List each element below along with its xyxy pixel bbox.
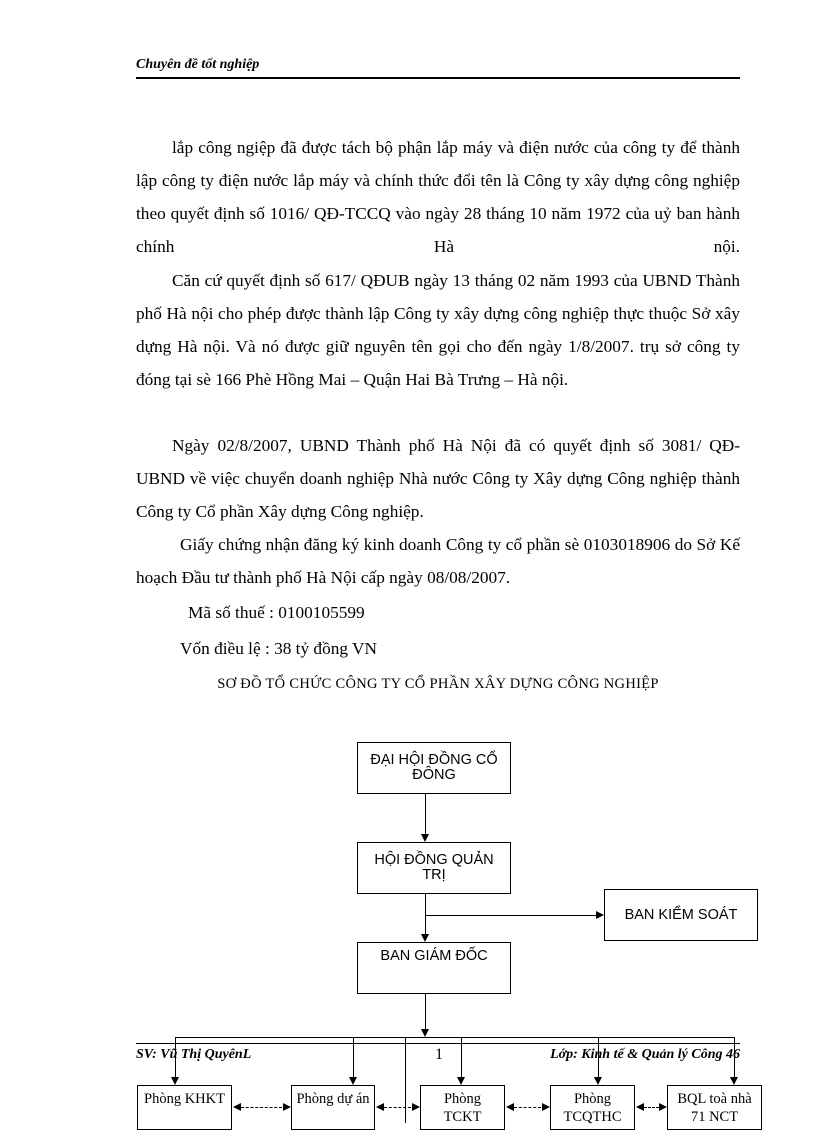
dept-box-tcqthc: Phòng TCQTHC	[550, 1085, 635, 1130]
arrow-down-icon	[730, 1077, 738, 1085]
dept-box-project: Phòng dự án	[291, 1085, 375, 1130]
connector-line	[405, 1037, 406, 1123]
paragraph-2: Căn cứ quyết định số 617/ QĐUB ngày 13 tháng 02 năm 1993 của UBND Thành phố Hà nội cho phép được thành lập Công ty xây dựng công nghiệp thực thuộc Sở xây dựng Hà nội. Và nó được giữ nguyên tên gọi cho đến ngày 1/8/2007. trụ sở công ty đóng tại sè 166 Phè Hồng Mai – Quận Hai Bà Trưng – Hà nội.	[136, 271, 740, 389]
arrow-right-icon	[283, 1103, 291, 1111]
arrow-down-icon	[421, 834, 429, 842]
arrow-down-icon	[421, 934, 429, 942]
connector-line	[425, 794, 426, 834]
dept-box-bql: BQL toà nhà 71 NCT	[667, 1085, 762, 1130]
connector-line	[425, 994, 426, 1029]
dashed-link	[514, 1107, 541, 1108]
footer-student: SV: Vũ Thị QuyênL	[136, 1047, 252, 1062]
connector-bar	[175, 1037, 735, 1038]
paragraph-1: lắp công ngiệp đã được tách bộ phận lắp máy và điện nước của công ty để thành lập công ty điện nước lắp máy và chính thức đổi tên là Công ty xây dựng công nghiệp theo quyết định số 1016/ QĐ-TCCQ vào ngày 28 tháng 10 năm 1972 của uỷ ban hành chính Hà nội.	[136, 138, 740, 256]
arrow-down-icon	[457, 1077, 465, 1085]
page-number: 1	[435, 1046, 443, 1063]
arrow-left-icon	[636, 1103, 644, 1111]
arrow-left-icon	[506, 1103, 514, 1111]
connector-line	[425, 894, 426, 934]
footer-rule	[136, 1043, 740, 1044]
arrow-down-icon	[594, 1077, 602, 1085]
arrow-right-icon	[542, 1103, 550, 1111]
arrow-left-icon	[233, 1103, 241, 1111]
dashed-link	[644, 1107, 659, 1108]
dept-box-khkt: Phòng KHKT	[137, 1085, 232, 1130]
dashed-link	[384, 1107, 411, 1108]
arrow-right-icon	[412, 1103, 420, 1111]
dashed-link	[241, 1107, 282, 1108]
arrow-down-icon	[421, 1029, 429, 1037]
arrow-down-icon	[349, 1077, 357, 1085]
org-box-supervisory: BAN KIỂM SOÁT	[604, 889, 758, 941]
org-chart-title: SƠ ĐỒ TỔ CHỨC CÔNG TY CỔ PHẦN XÂY DỰNG CÔNG NGHIỆP	[217, 676, 659, 692]
charter-capital: Vốn điều lệ : 38 tỷ đồng VN	[180, 639, 377, 658]
paragraph-4: Giấy chứng nhận đăng ký kinh doanh Công ty cổ phần sè 0103018906 do Sở Kế hoạch Đầu tư thành phố Hà Nội cấp ngày 08/08/2007.	[136, 535, 740, 587]
org-box-board: HỘI ĐỒNG QUẢN TRỊ	[357, 842, 511, 894]
arrow-down-icon	[171, 1077, 179, 1085]
dept-box-tckt: Phòng TCKT	[420, 1085, 505, 1130]
footer-class: Lớp: Kinh tế & Quản lý Công 46	[550, 1047, 740, 1062]
tax-code: Mã số thuế : 0100105599	[188, 603, 365, 622]
connector-line	[425, 915, 596, 916]
header-title: Chuyên đề tốt nghiệp	[136, 57, 260, 72]
arrow-left-icon	[376, 1103, 384, 1111]
header-rule	[136, 77, 740, 79]
org-box-directors: BAN GIÁM ĐỐC	[357, 942, 511, 994]
paragraph-3: Ngày 02/8/2007, UBND Thành phố Hà Nội đã có quyết định số 3081/ QĐ-UBND về việc chuyển doanh nghiệp Nhà nước Công ty Xây dựng Công nghiệp thành Công ty Cổ phần Xây dựng Công nghiệp.	[136, 436, 740, 521]
arrow-right-icon	[596, 911, 604, 919]
arrow-right-icon	[659, 1103, 667, 1111]
org-box-shareholders: ĐẠI HỘI ĐỒNG CỔ ĐÔNG	[357, 742, 511, 794]
